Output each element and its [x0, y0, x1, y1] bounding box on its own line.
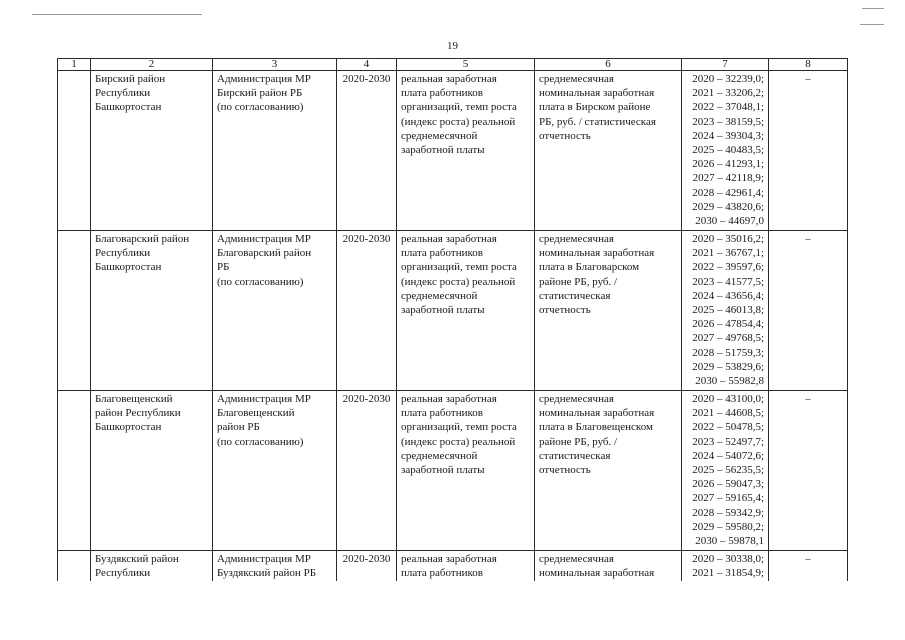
executor-cell: Администрация МР Благовещенский район РБ (по согласованию) — [213, 391, 337, 551]
unit-source-cell: среднемесячная номинальная заработная — [535, 551, 682, 582]
indicator-cell: реальная заработная плата работников — [397, 551, 535, 582]
column-number: 4 — [337, 59, 397, 71]
indicator-cell: реальная заработная плата работников организаций, темп роста (индекс роста) реальной среднемесячной заработной платы — [397, 231, 535, 391]
program-table — [57, 58, 848, 581]
scan-artifact-line — [860, 24, 884, 25]
table-row — [58, 231, 848, 391]
row-number-cell — [58, 551, 91, 582]
page-number: 19 — [447, 40, 458, 52]
territory-cell: Буздякский район Республики — [91, 551, 213, 582]
row-number-cell — [58, 391, 91, 551]
row-number-cell — [58, 71, 91, 231]
note-cell: – — [769, 551, 848, 582]
scan-artifact-line — [32, 14, 202, 15]
values-cell: 2020 – 32239,0; 2021 – 33206,2; 2022 – 37048,1; 2023 – 38159,5; 2024 – 39304,3; 2025 – 40483,5; 2026 – 41293,1; 2027 – 42118,9; 2028 – 42961,4; 2029 – 43820,6; 2030 – 44697,0 — [682, 71, 769, 231]
unit-source-cell: среднемесячная номинальная заработная плата в Благовещенском районе РБ, руб. / статистическая отчетность — [535, 391, 682, 551]
indicator-cell: реальная заработная плата работников организаций, темп роста (индекс роста) реальной среднемесячной заработной платы — [397, 71, 535, 231]
period-cell: 2020-2030 — [337, 71, 397, 231]
period-cell: 2020-2030 — [337, 391, 397, 551]
scan-artifact-line — [862, 8, 884, 9]
column-number: 2 — [91, 59, 213, 71]
table-row — [58, 391, 848, 551]
executor-cell: Администрация МР Бирский район РБ (по согласованию) — [213, 71, 337, 231]
unit-source-cell: среднемесячная номинальная заработная плата в Благоварском районе РБ, руб. / статистическая отчетность — [535, 231, 682, 391]
period-cell: 2020-2030 — [337, 551, 397, 582]
values-cell: 2020 – 30338,0; 2021 – 31854,9; — [682, 551, 769, 582]
note-cell: – — [769, 391, 848, 551]
column-number: 5 — [397, 59, 535, 71]
territory-cell: Бирский район Республики Башкортостан — [91, 71, 213, 231]
table-row — [58, 71, 848, 231]
table-row — [58, 551, 848, 582]
territory-cell: Благоварский район Республики Башкортостан — [91, 231, 213, 391]
period-cell: 2020-2030 — [337, 231, 397, 391]
unit-source-cell: среднемесячная номинальная заработная плата в Бирском районе РБ, руб. / статистическая отчетность — [535, 71, 682, 231]
note-cell: – — [769, 231, 848, 391]
column-number: 7 — [682, 59, 769, 71]
column-number: 8 — [769, 59, 848, 71]
column-number-row — [58, 59, 848, 71]
column-number: 6 — [535, 59, 682, 71]
values-cell: 2020 – 43100,0; 2021 – 44608,5; 2022 – 50478,5; 2023 – 52497,7; 2024 – 54072,6; 2025 – 56235,5; 2026 – 59047,3; 2027 – 59165,4; 2028 – 59342,9; 2029 – 59580,2; 2030 – 59878,1 — [682, 391, 769, 551]
executor-cell: Администрация МР Благоварский район РБ (по согласованию) — [213, 231, 337, 391]
column-number: 3 — [213, 59, 337, 71]
note-cell: – — [769, 71, 848, 231]
row-number-cell — [58, 231, 91, 391]
territory-cell: Благовещенский район Республики Башкортостан — [91, 391, 213, 551]
column-number: 1 — [58, 59, 91, 71]
executor-cell: Администрация МР Буздякский район РБ — [213, 551, 337, 582]
values-cell: 2020 – 35016,2; 2021 – 36767,1; 2022 – 39597,6; 2023 – 41577,5; 2024 – 43656,4; 2025 – 46013,8; 2026 – 47854,4; 2027 – 49768,5; 2028 – 51759,3; 2029 – 53829,6; 2030 – 55982,8 — [682, 231, 769, 391]
indicator-cell: реальная заработная плата работников организаций, темп роста (индекс роста) реальной среднемесячной заработной платы — [397, 391, 535, 551]
